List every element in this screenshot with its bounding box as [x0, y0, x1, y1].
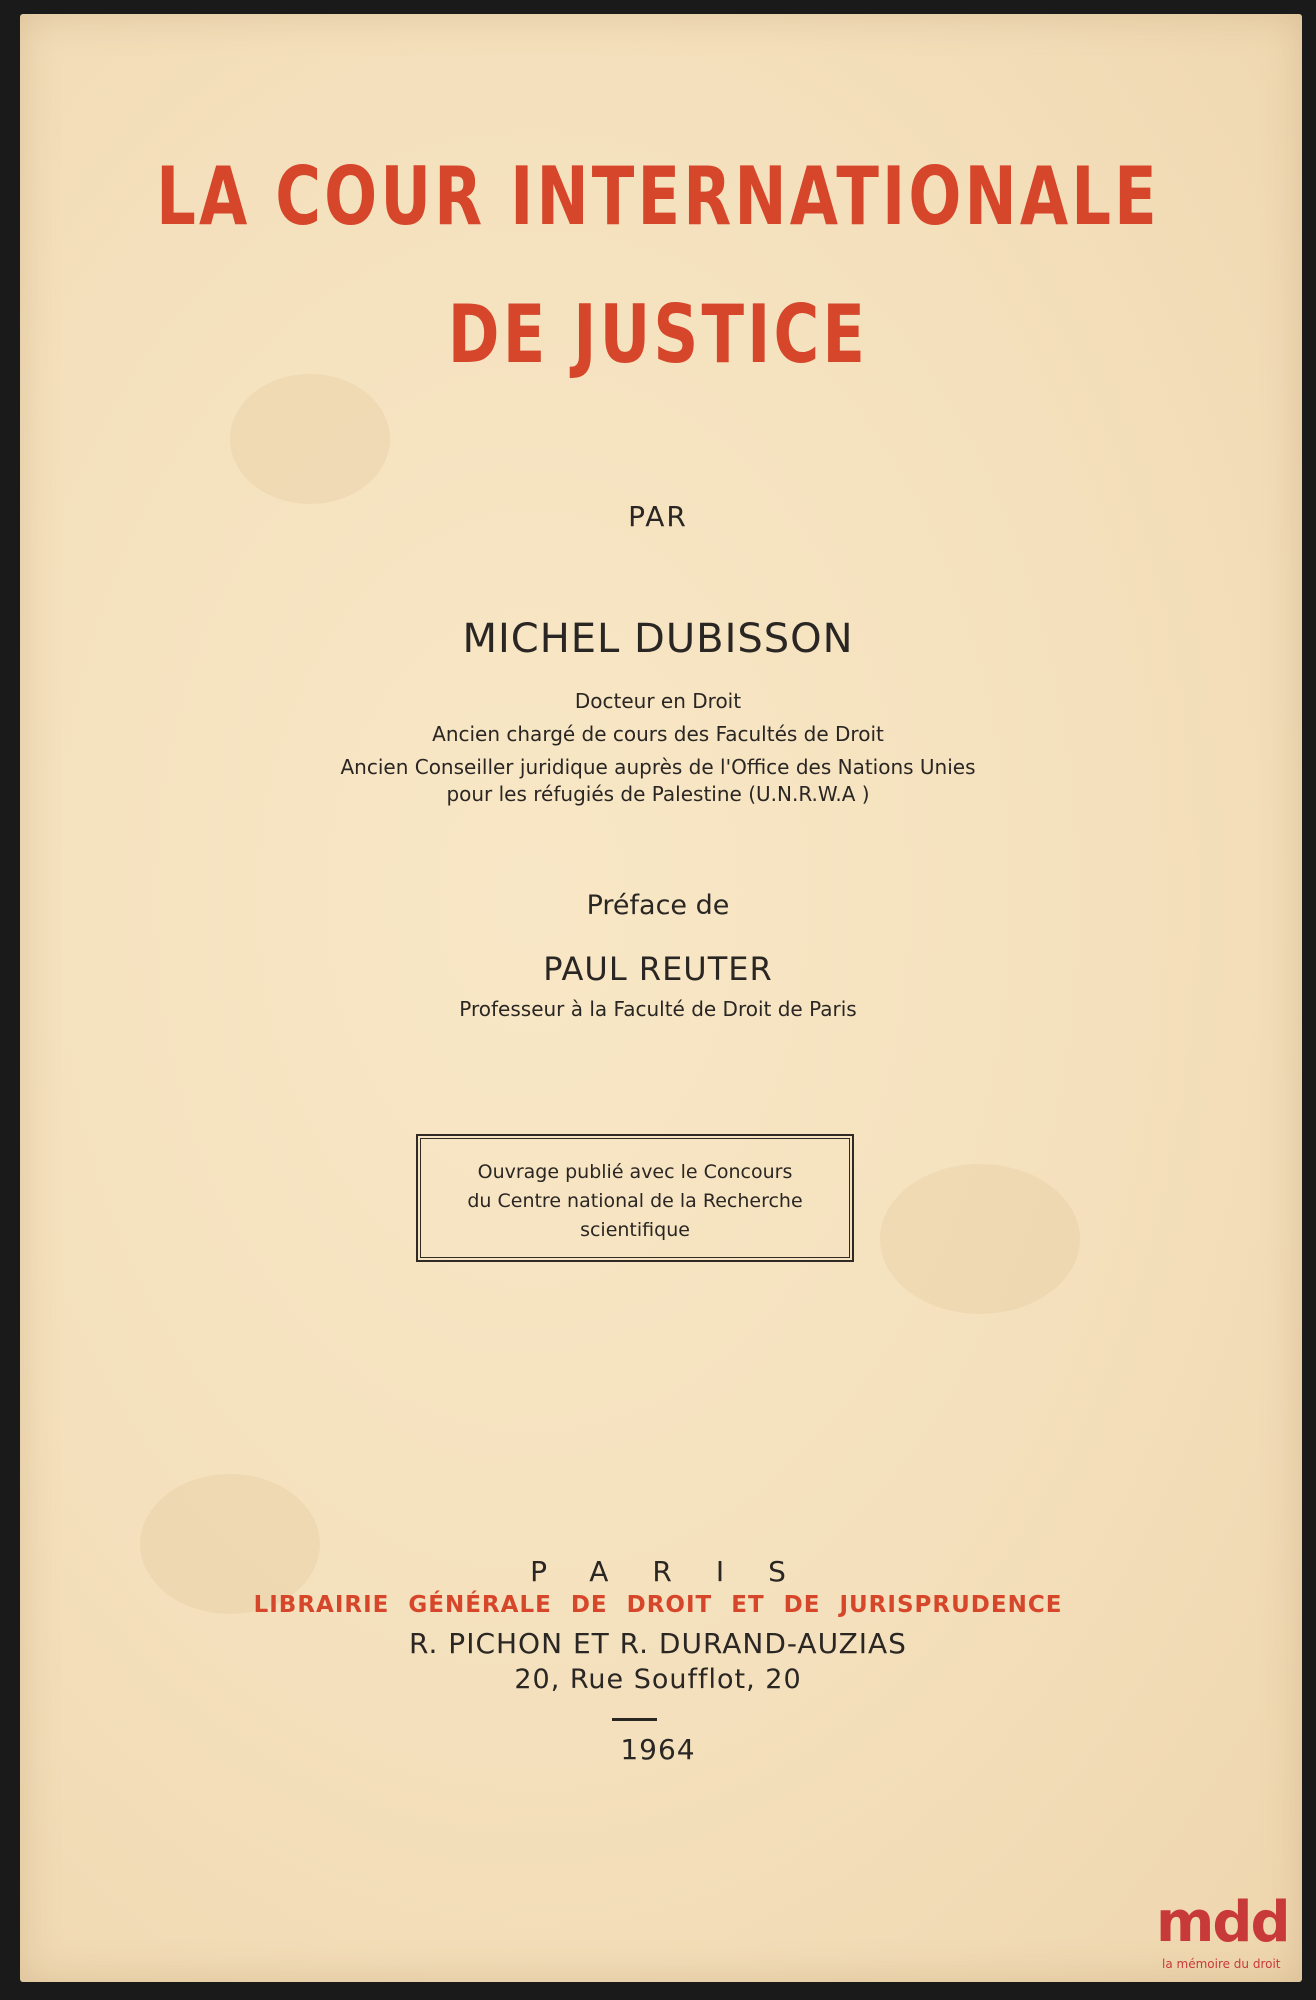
publication-year: 1964: [620, 1733, 696, 1766]
author-credential: Ancien chargé de cours des Facultés de Droit: [432, 722, 884, 746]
separator-dash: [612, 1718, 657, 1721]
preface-label: Préface de: [586, 890, 730, 921]
watermark-tagline: la mémoire du droit: [1162, 1957, 1281, 1971]
publisher-address: 20, Rue Soufflot, 20: [514, 1664, 802, 1695]
watermark-logo-text: mdd: [1156, 1890, 1289, 1955]
author-name: MICHEL DUBISSON: [462, 616, 854, 662]
publisher-editors: R. PICHON ET R. DURAND-AUZIAS: [409, 1627, 907, 1660]
paper-stain: [880, 1164, 1080, 1314]
preface-author-role: Professeur à la Faculté de Droit de Paris: [459, 997, 857, 1021]
publication-notice-box: [416, 1134, 854, 1262]
preface-author: PAUL REUTER: [543, 950, 773, 988]
watermark-logo: [1156, 1890, 1314, 1993]
publisher-name: LIBRAIRIE GÉNÉRALE DE DROIT ET DE JURISPRUDENCE: [253, 1592, 1063, 1618]
by-label: PAR: [628, 500, 688, 533]
title-line-1: LA COUR INTERNATIONALE: [156, 150, 1160, 243]
notice-line: du Centre national de la Recherche: [467, 1190, 803, 1212]
notice-line: Ouvrage publié avec le Concours: [477, 1161, 793, 1183]
author-credential: Ancien Conseiller juridique auprès de l'Office des Nations Unies: [340, 755, 976, 779]
author-credential: pour les réfugiés de Palestine (U.N.R.W.A ): [446, 782, 870, 806]
paper-stain: [230, 374, 390, 504]
title-line-2: DE JUSTICE: [447, 288, 869, 381]
publication-city: PARIS: [530, 1555, 830, 1588]
author-credential: Docteur en Droit: [574, 689, 742, 713]
notice-line: scientifique: [580, 1219, 690, 1241]
